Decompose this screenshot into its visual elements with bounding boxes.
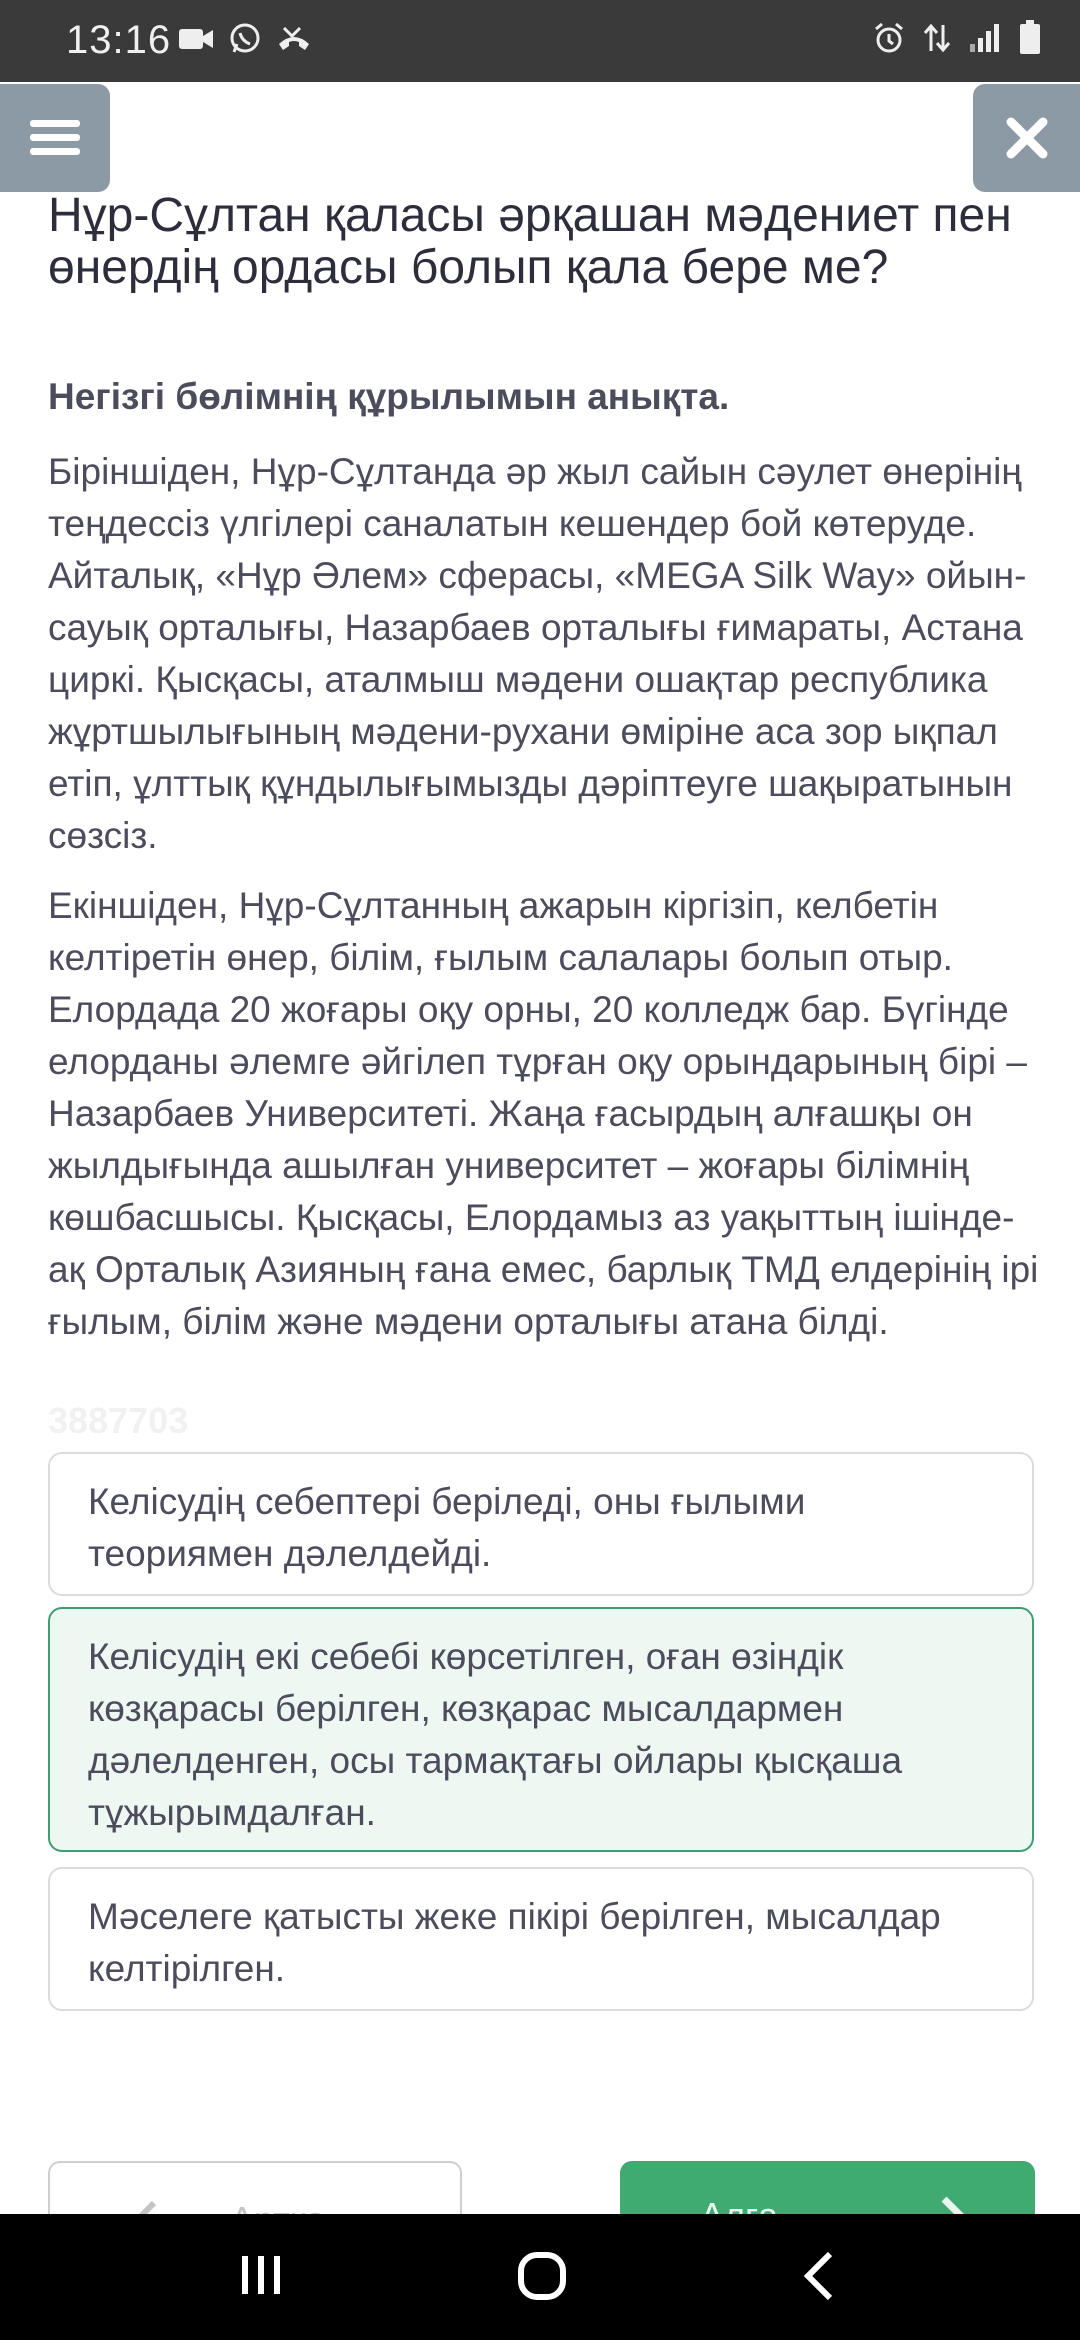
answer-option-3[interactable]: Мәселеге қатысты жеке пікірі берілген, мысалдар келтірілген. (48, 1867, 1034, 2011)
whatsapp-icon (228, 22, 262, 61)
status-time: 13:16 (66, 18, 172, 62)
recent-apps-icon[interactable] (236, 2250, 286, 2305)
alarm-icon (872, 21, 906, 60)
status-bar (0, 0, 1080, 82)
paragraph-1: Біріншіден, Нұр-Сұлтанда әр жыл сайын сәулет өнерінің теңдессіз үлгілері саналатын кешендер бой көтеруде. Айталық, «Нұр Әлем» сферасы, «MEGA Silk Way» ойын-сауық орталығы, Назарбаев орталығы ғимараты, Астана циркі. Қысқасы, аталмыш мәдени ошақтар республика жұртшылығының мәдени-рухани өміріне аса зор ықпал етіп, ұлттық құндылығымызды дәріптеуге шақыратынын сөзсіз. (48, 451, 1027, 856)
menu-button[interactable] (0, 84, 110, 192)
system-navigation-bar (0, 2214, 1080, 2340)
close-icon (1005, 116, 1049, 160)
data-arrows-icon (922, 21, 952, 60)
close-button[interactable] (973, 84, 1080, 192)
question-prompt: Негізгі бөлімнің құрылымын анықта. (48, 376, 730, 417)
question-title: Нұр-Сұлтан қаласы әрқашан мәдениет пен өнердің ордасы болып қала бере ме? (48, 189, 1012, 294)
signal-icon (968, 22, 1002, 59)
status-right-icons (872, 20, 1042, 61)
home-icon[interactable] (516, 2250, 568, 2307)
answer-option-1[interactable]: Келісудің себептері беріледі, оны ғылыми теориямен дәлелдейді. (48, 1452, 1034, 1596)
hamburger-menu-icon (30, 120, 80, 156)
back-icon[interactable] (800, 2250, 840, 2307)
battery-icon (1018, 20, 1042, 61)
answer-option-2[interactable]: Келісудің екі себебі көрсетілген, оған өзіндік көзқарасы берілген, көзқарас мысалдармен дәлелденген, осы тармақтағы ойлары қысқаша тұжырымдалған. (48, 1607, 1034, 1852)
watermark-code: 3887703 (48, 1400, 189, 1441)
status-left-icons (178, 22, 312, 61)
missed-call-icon (276, 24, 312, 59)
video-camera-icon (178, 25, 214, 58)
paragraph-2: Екіншіден, Нұр-Сұлтанның ажарын кіргізіп, келбетін келтіретін өнер, білім, ғылым салалары болып отыр. Елордада 20 жоғары оқу орны, 20 колледж бар. Бүгінде елорданы әлемге әйгілеп тұрған оқу орындарының бірі – Назарбаев Университеті. Жаңа ғасырдың алғашқы он жылдығында ашылған университет – жоғары білімнің көшбасшысы. Қысқасы, Елордамыз аз уақыттың ішінде-ақ Орталық Азияның ғана емес, барлық ТМД елдерінің ірі ғылым, білім және мәдени орталығы атана білді. (48, 885, 1039, 1342)
